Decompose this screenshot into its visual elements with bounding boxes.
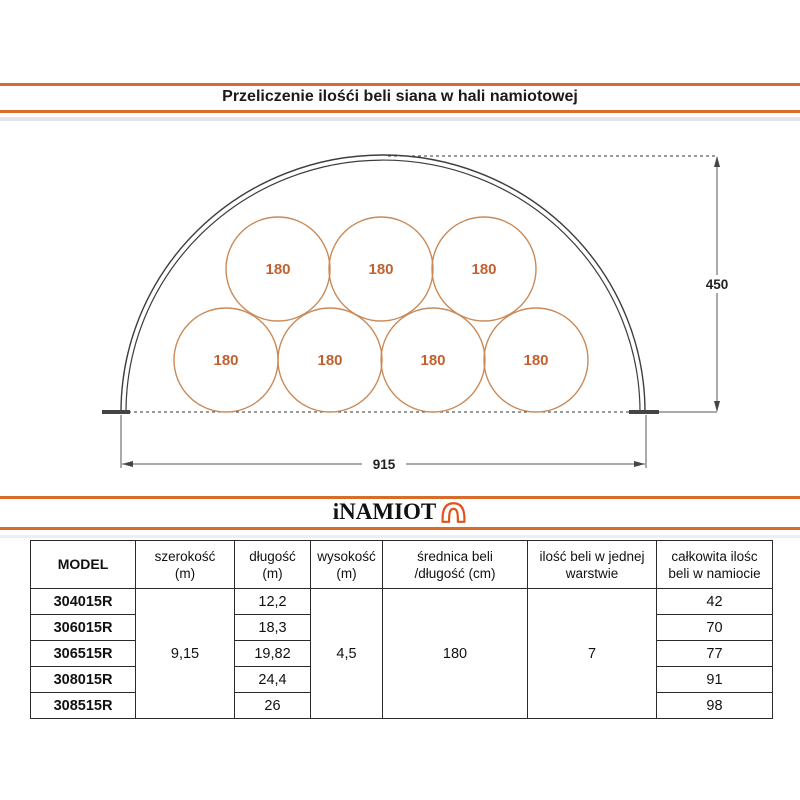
cell-model: 304015R: [31, 589, 136, 615]
arrow-right-icon: [634, 461, 645, 467]
bale-label: 180: [317, 352, 343, 369]
cell-wysokosc: 4,5: [311, 589, 383, 719]
height-dimension-label: 450: [705, 277, 729, 292]
brand-logo: [0, 499, 800, 525]
col-header-ilosc-warstwa: ilość beli w jednej warstwie: [528, 541, 657, 589]
cell-dlugosc: 26: [235, 693, 311, 719]
cell-dlugosc: 18,3: [235, 615, 311, 641]
arrow-up-icon: [714, 156, 720, 167]
cell-total: 42: [657, 589, 773, 615]
cell-srednica: 180: [383, 589, 528, 719]
page-title: Przeliczenie ilośći beli siana w hali namiotowej: [222, 88, 578, 105]
col-header-srednica: średnica beli /długość (cm): [383, 541, 528, 589]
cell-model: 306515R: [31, 641, 136, 667]
ground-segment-right: [629, 410, 659, 414]
cell-dlugosc: 19,82: [235, 641, 311, 667]
title-bottom-rule: [0, 110, 800, 113]
cell-dlugosc: 12,2: [235, 589, 311, 615]
tent-icon: [440, 500, 467, 524]
col-header-wysokosc: wysokość (m): [311, 541, 383, 589]
brand-name: iNAMIOT: [332, 499, 437, 524]
spec-table: [30, 540, 773, 719]
gray-rule-top: [0, 117, 800, 121]
bale-label: 180: [265, 261, 291, 278]
col-header-szerokosc: szerokość (m): [136, 541, 235, 589]
cell-warstwa: 7: [528, 589, 657, 719]
cell-model: 306015R: [31, 615, 136, 641]
cell-model: 308015R: [31, 667, 136, 693]
bale-label: 180: [420, 352, 446, 369]
bale-label: 180: [213, 352, 239, 369]
table-header-row: [31, 541, 773, 589]
col-header-calkowita: całkowita ilośc beli w namiocie: [657, 541, 773, 589]
bale-label: 180: [368, 261, 394, 278]
ground-segment-left: [102, 410, 130, 414]
arrow-down-icon: [714, 401, 720, 412]
width-dimension-label: 915: [372, 457, 396, 472]
cell-total: 98: [657, 693, 773, 719]
col-header-dlugosc: długość (m): [235, 541, 311, 589]
cell-total: 77: [657, 641, 773, 667]
bale-label: 180: [471, 261, 497, 278]
cell-dlugosc: 24,4: [235, 667, 311, 693]
cell-total: 91: [657, 667, 773, 693]
cell-model: 308515R: [31, 693, 136, 719]
cell-szerokosc: 9,15: [136, 589, 235, 719]
bale-label: 180: [523, 352, 549, 369]
tent-diagram: [0, 130, 800, 480]
cell-total: 70: [657, 615, 773, 641]
arrow-left-icon: [122, 461, 133, 467]
gray-rule-bottom: [0, 535, 800, 538]
col-header-model: MODEL: [31, 541, 136, 589]
logo-bottom-rule: [0, 527, 800, 530]
table-row: [31, 589, 773, 615]
